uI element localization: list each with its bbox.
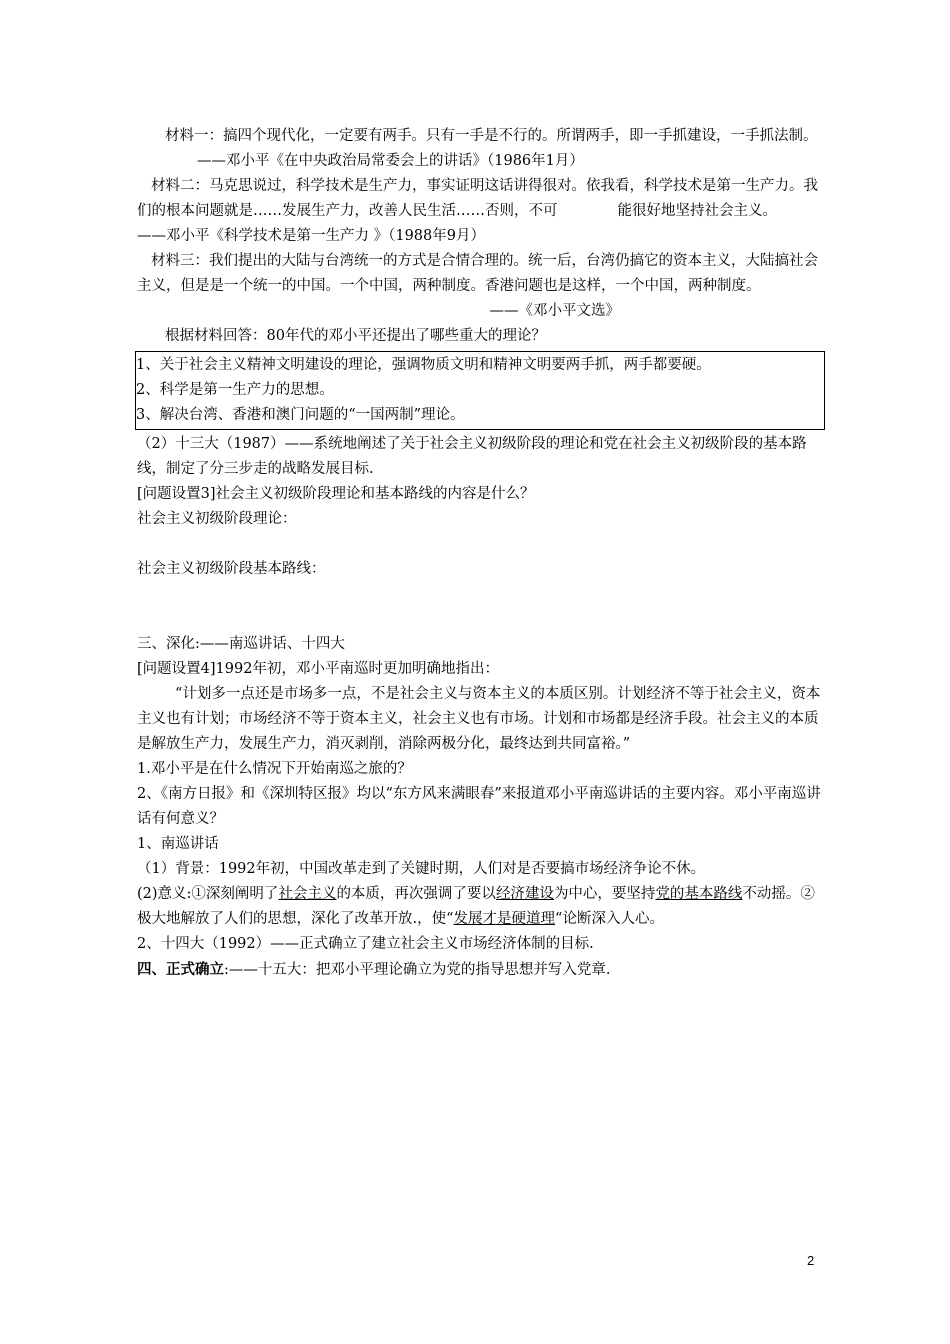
line-label: 社会主义初级阶段基本路线： bbox=[137, 561, 326, 577]
answer-box bbox=[135, 351, 825, 430]
material-2-source: ——邓小平《科学技术是第一生产力 》（1988年9月） bbox=[137, 228, 485, 244]
document-body bbox=[137, 124, 825, 983]
section-3-title: 三、深化:——南巡讲话、十四大 bbox=[137, 636, 345, 652]
question-3: [问题设置3]社会主义初级阶段理论和基本路线的内容是什么？ bbox=[137, 486, 535, 502]
question-b: 2、《南方日报》和《深圳特区报》均以“东方风来满眼春”来报道邓小平南巡讲话的主要内容。邓小平南巡讲话有何意义？ bbox=[137, 786, 821, 827]
question-4: [问题设置4]1992年初，邓小平南巡时更加明确地指出： bbox=[137, 661, 499, 677]
underline-development: 发展才是硬道理 bbox=[453, 911, 556, 927]
material-3-source-line bbox=[137, 299, 825, 324]
theory-label: 社会主义初级阶段理论： bbox=[137, 511, 297, 527]
talk-significance bbox=[137, 882, 825, 932]
congress-14: 2、十四大（1992）——正式确立了建立社会主义市场经济体制的目标. bbox=[137, 936, 594, 952]
underline-socialism: 社会主义 bbox=[278, 886, 337, 902]
talk-background: （1）背景：1992年初，中国改革走到了关键时期，人们对是否要搞市场经济争论不休。 bbox=[137, 861, 706, 877]
material-2-text-a: 材料二：马克思说过，科学技术是生产力，事实证明这话讲得很对。依我看，科学技术是第一生产力。我们的根本问题就是……发展生产力，改善人民生活……否则，不可 bbox=[137, 178, 818, 219]
question-a: 1.邓小平是在什么情况下开始南巡之旅的？ bbox=[137, 761, 412, 777]
underline-economic-construction: 经济建设 bbox=[495, 886, 554, 902]
material-2 bbox=[137, 174, 825, 249]
answer-1: 1、关于社会主义精神文明建设的理论，强调物质文明和精神文明要两手抓，两手都要硬。 bbox=[136, 357, 711, 373]
significance-text-4: 不动摇。②极大地解放了人们的思想，深化了改革开放.，使“ bbox=[137, 886, 815, 927]
material-1 bbox=[137, 124, 825, 174]
significance-text-1: (2)意义:①深刻阐明了 bbox=[137, 886, 279, 902]
blank-space bbox=[137, 582, 825, 632]
material-2-text-b: 能很好地坚持社会主义。 bbox=[617, 203, 777, 219]
congress-13: （2）十三大（1987）——系统地阐述了关于社会主义初级阶段的理论和党在社会主义初级阶段的基本路线，制定了分三步走的战略发展目标. bbox=[137, 436, 807, 477]
significance-text-2: 的本质，再次强调了要以 bbox=[336, 886, 496, 902]
material-1-source: ——邓小平《在中央政治局常委会上的讲话》（1986年1月） bbox=[197, 153, 584, 169]
material-3-text: 材料三：我们提出的大陆与台湾统一的方式是合情合理的。统一后，台湾仍搞它的资本主义，大陆搞社会主义，但是是一个统一的中国。一个中国，两种制度。香港问题也是这样，一个中国，两种制度。 bbox=[137, 253, 818, 294]
section-4-title: 四、正式确立 bbox=[137, 961, 224, 978]
blank-space bbox=[137, 532, 825, 557]
page-number: 2 bbox=[807, 1253, 815, 1268]
material-1-text: 材料一：搞四个现代化，一定要有两手。只有一手是不行的。所谓两手，即一手抓建设，一手抓法制。 bbox=[165, 128, 818, 144]
talk-title: 1、南巡讲话 bbox=[137, 836, 219, 852]
underline-basic-line: 党的基本路线 bbox=[655, 886, 743, 902]
significance-text-5: “论断深入人心。 bbox=[555, 911, 664, 927]
answer-3: 3、解决台湾、香港和澳门问题的“一国两制”理论。 bbox=[136, 407, 465, 423]
question-1: 根据材料回答：80年代的邓小平还提出了哪些重大的理论？ bbox=[165, 328, 546, 344]
section-4 bbox=[137, 957, 825, 983]
significance-text-3: 为中心，要坚持 bbox=[553, 886, 656, 902]
deng-quote: “计划多一点还是市场多一点，不是社会主义与资本主义的本质区别。计划经济不等于社会主义，资本主义也有计划；市场经济不等于资本主义，社会主义也有市场。计划和市场都是经济手段。社会主义的本质是解放生产力，发展生产力，消灭剥削，消除两极分化，最终达到共同富裕。” bbox=[137, 686, 821, 752]
section-4-text: :——十五大：把邓小平理论确立为党的指导思想并写入党章. bbox=[224, 962, 611, 978]
answer-2: 2、科学是第一生产力的思想。 bbox=[136, 382, 334, 398]
material-3-source: ——《邓小平文选》 bbox=[489, 303, 620, 319]
material-3 bbox=[137, 249, 825, 299]
